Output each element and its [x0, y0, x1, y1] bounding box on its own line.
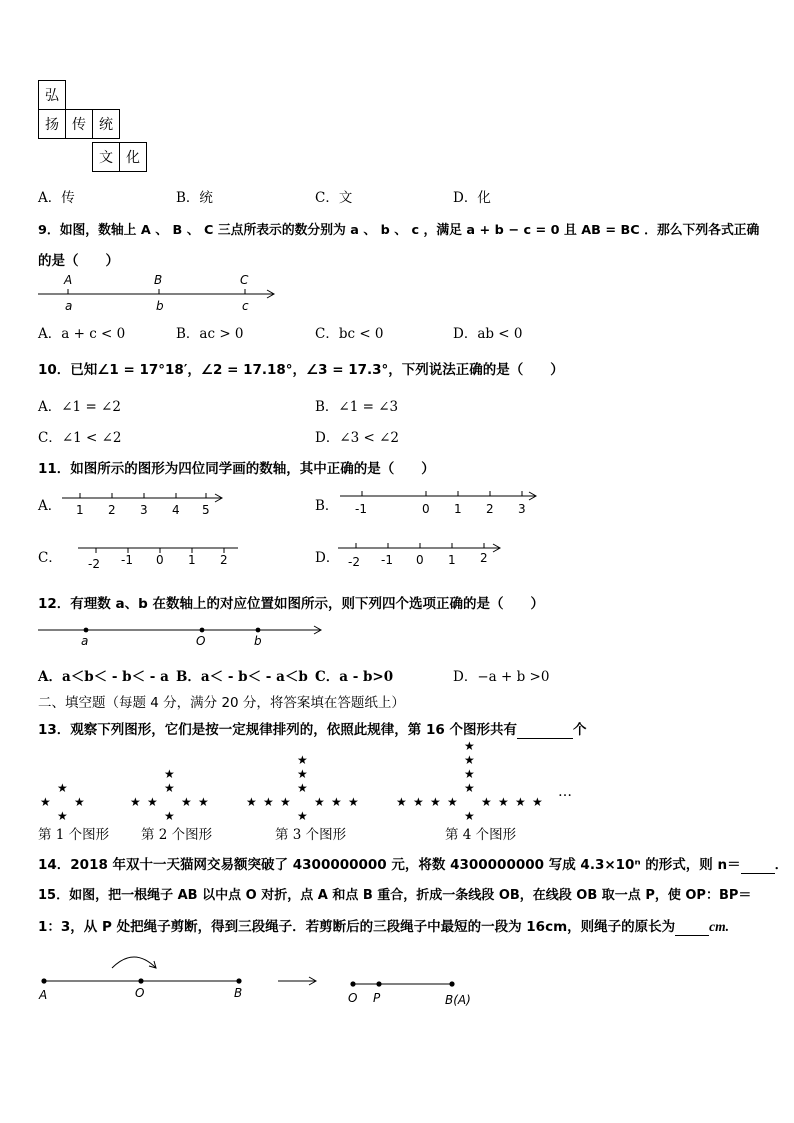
q9-text-line2: 的是（ ）	[38, 253, 119, 269]
q9-label-a: a	[65, 299, 73, 313]
q8-option-c: C．文	[315, 190, 353, 206]
q11a-tick: 1	[76, 503, 84, 517]
star-mark: ★	[532, 795, 543, 809]
star-mark: ★	[481, 795, 492, 809]
q8-option-d: D．化	[453, 190, 491, 206]
q14-text	[38, 853, 788, 874]
q14-prompt: 14．2018 年双十一天猫网交易额突破了 4300000000 元，将数 4300000000 写成 4.3×10ⁿ 的形式，则 n＝	[38, 857, 741, 873]
q13-suffix: 个	[572, 722, 587, 738]
q15-text-line2	[38, 915, 729, 936]
q12-option-d: D．−a + b >0	[453, 669, 550, 685]
q11a-tick: 4	[172, 503, 180, 517]
q13-caption-4: 第 4 个图形	[445, 827, 517, 843]
star-mark: ★	[181, 795, 192, 809]
q12-option-b: B．a＜ - b＜ - a＜b	[176, 669, 308, 685]
q13-text	[38, 718, 586, 739]
q11c-tick: -2	[88, 557, 100, 571]
q11b-tick: 2	[486, 502, 494, 516]
q13-prompt: 13．观察下列图形，它们是按一定规律排列的，依照此规律，第 16 个图形共有	[38, 722, 517, 738]
q11-option-b: B．	[315, 498, 339, 514]
q11d-tick: 0	[416, 553, 424, 567]
q15-label-O2: O	[348, 991, 358, 1005]
q11d-tick: -1	[381, 553, 393, 567]
star-mark: ★	[413, 795, 424, 809]
q9-label-b: b	[156, 299, 164, 313]
star-mark: ★	[430, 795, 441, 809]
q15-text-line1: 15．如图，把一根绳子 AB 以中点 O 对折，点 A 和点 B 重合，折成一条线段 OB，在线段 OB 取一点 P，使 OP：BP＝	[38, 888, 752, 903]
q11-option-a: A．	[38, 498, 62, 514]
q11c-tick: 2	[220, 553, 228, 567]
net-cell: 弘	[38, 80, 66, 110]
q11c-tick: -1	[121, 553, 133, 567]
q11c-tick: 1	[188, 553, 196, 567]
star-mark: ★	[263, 795, 274, 809]
q11a-tick: 2	[108, 503, 116, 517]
q11-axis-a	[60, 486, 230, 520]
q13-caption-2: 第 2 个图形	[141, 827, 213, 843]
q9-option-a: A．a + c < 0	[38, 326, 126, 342]
star-mark: ★	[164, 767, 175, 781]
q11b-tick: 3	[518, 502, 526, 516]
q15-label-O: O	[135, 986, 145, 1000]
section-heading: 二、填空题（每题 4 分，满分 20 分，将答案填在答题纸上）	[38, 695, 405, 711]
star-mark: ★	[40, 795, 51, 809]
star-mark: ★	[464, 781, 475, 795]
net-cell: 化	[119, 142, 147, 172]
star-mark: ★	[297, 809, 308, 823]
q11d-tick: 1	[448, 553, 456, 567]
q11-axis-c	[74, 540, 244, 574]
q9-label-C: C	[240, 273, 249, 287]
star-mark: ★	[464, 767, 475, 781]
star-mark: ★	[57, 809, 68, 823]
star-mark: ★	[515, 795, 526, 809]
q11b-tick: 1	[454, 502, 462, 516]
q11d-tick: -2	[348, 555, 360, 569]
star-mark: ★	[297, 753, 308, 767]
q15-label-A: A	[39, 988, 48, 1002]
star-mark: ★	[57, 781, 68, 795]
q12-label-b: b	[254, 634, 262, 648]
q15-label-P: P	[373, 991, 381, 1005]
q11d-tick: 2	[480, 551, 488, 565]
q14-answer-blank	[741, 857, 775, 874]
q9-option-c: C．bc < 0	[315, 326, 384, 342]
q10-text: 10．已知∠1 = 17°18′，∠2 = 17.18°，∠3 = 17.3°，下列说法正确的是（ ）	[38, 362, 564, 378]
q11a-tick: 5	[202, 503, 210, 517]
q15-unit: cm.	[709, 919, 730, 934]
q12-text: 12．有理数 a、b 在数轴上的对应位置如图所示，则下列四个选项正确的是（ ）	[38, 596, 544, 612]
q13-caption-1: 第 1 个图形	[38, 827, 110, 843]
net-cell: 扬	[38, 109, 66, 139]
star-mark: ★	[331, 795, 342, 809]
q8-option-b: B．统	[176, 190, 213, 206]
q9-text-line1: 9．如图，数轴上 A 、 B 、 C 三点所表示的数分别为 a 、 b 、 c ，满足 a + b − c = 0 且 AB = BC ．那么下列各式正确	[38, 223, 760, 238]
q11-option-d: D．	[315, 550, 340, 566]
q9-option-b: B．ac > 0	[176, 326, 244, 342]
q15-prompt: 1：3，从 P 处把绳子剪断，得到三段绳子．若剪断后的三段绳子中最短的一段为 16cm，则绳子的原长为	[38, 919, 676, 935]
star-mark: ★	[297, 767, 308, 781]
q11-text: 11．如图所示的图形为四位同学画的数轴，其中正确的是（ ）	[38, 461, 435, 477]
net-cell: 统	[92, 109, 120, 139]
q13-ellipsis: …	[558, 784, 572, 800]
q9-label-c: c	[242, 299, 249, 313]
q11-option-c: C．	[38, 550, 62, 566]
star-mark: ★	[164, 781, 175, 795]
q12-option-c: C．a - b>0	[315, 669, 394, 685]
q14-suffix: ．	[774, 857, 789, 873]
q12-number-line	[36, 618, 331, 650]
star-mark: ★	[164, 809, 175, 823]
star-mark: ★	[447, 795, 458, 809]
q9-label-B: B	[154, 273, 163, 287]
q11b-tick: -1	[355, 502, 367, 516]
star-mark: ★	[396, 795, 407, 809]
q9-label-A: A	[64, 273, 73, 287]
q10-option-d: D．∠3 < ∠2	[315, 430, 400, 446]
q12-label-a: a	[81, 634, 89, 648]
q13-caption-3: 第 3 个图形	[275, 827, 347, 843]
q12-option-a: A．a＜b＜ - b＜ - a	[38, 669, 169, 685]
q11-axis-d	[336, 540, 511, 574]
q11a-tick: 3	[140, 503, 148, 517]
net-cell: 传	[65, 109, 93, 139]
q9-number-line	[36, 270, 286, 314]
star-mark: ★	[198, 795, 209, 809]
q9-option-d: D．ab < 0	[453, 326, 523, 342]
q15-label-BA: B(A)	[445, 993, 471, 1007]
star-mark: ★	[280, 795, 291, 809]
star-mark: ★	[74, 795, 85, 809]
net-cell: 文	[92, 142, 120, 172]
q10-option-c: C．∠1 < ∠2	[38, 430, 122, 446]
q10-option-a: A．∠1 = ∠2	[38, 399, 121, 415]
q8-option-a: A．传	[38, 190, 75, 206]
q13-answer-blank	[517, 722, 573, 739]
star-mark: ★	[464, 739, 475, 753]
star-mark: ★	[464, 753, 475, 767]
q15-label-B: B	[234, 986, 243, 1000]
star-mark: ★	[130, 795, 141, 809]
star-mark: ★	[464, 809, 475, 823]
q10-option-b: B．∠1 = ∠3	[315, 399, 399, 415]
q15-figure	[34, 944, 494, 1010]
star-mark: ★	[314, 795, 325, 809]
q15-answer-blank	[675, 919, 709, 936]
star-mark: ★	[297, 781, 308, 795]
q11c-tick: 0	[156, 553, 164, 567]
star-mark: ★	[348, 795, 359, 809]
q12-label-o: O	[196, 634, 206, 648]
star-mark: ★	[147, 795, 158, 809]
star-mark: ★	[498, 795, 509, 809]
q11b-tick: 0	[422, 502, 430, 516]
star-mark: ★	[246, 795, 257, 809]
q11-axis-b	[338, 486, 543, 520]
